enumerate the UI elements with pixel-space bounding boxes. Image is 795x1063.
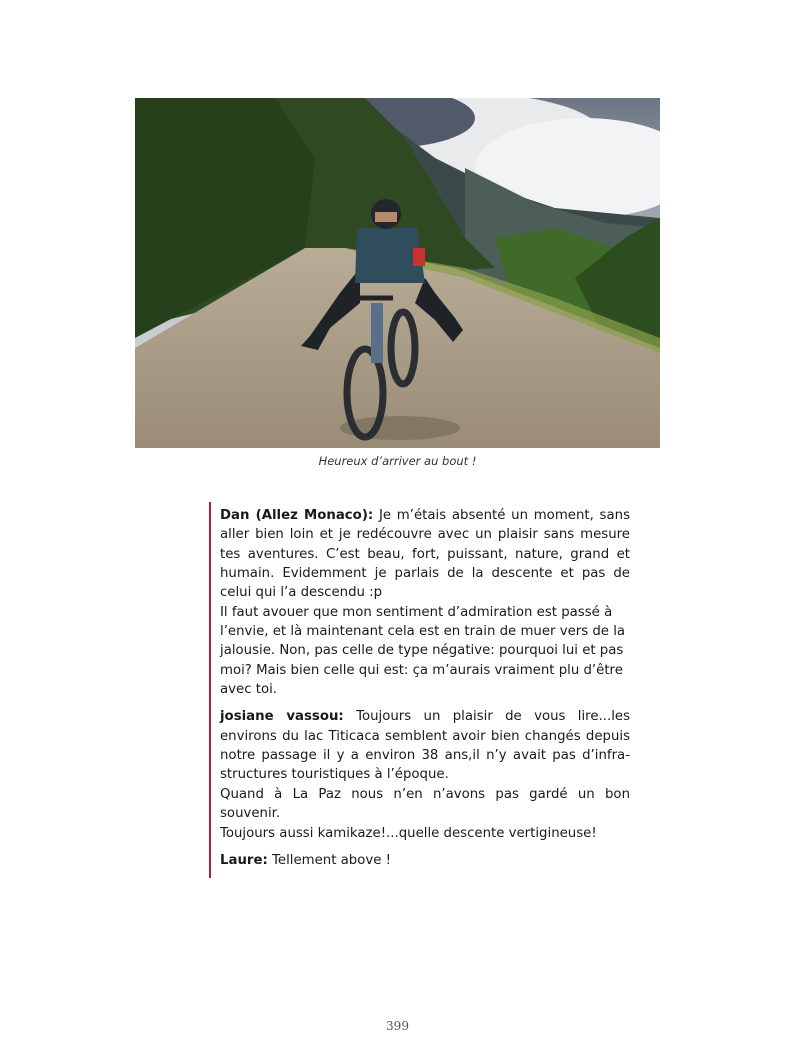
- comment-text: Je m’étais absenté un moment, sans aller bien loin et je redécouvre avec un plaisir sans mesure tes aventures. C’est beau, fort, puissant, nature, grand et humain. Evidemment je parlais de la descente et pas de celui qui l’a descendu :p: [220, 508, 630, 601]
- comments-block: [209, 502, 630, 878]
- cyclist-photo: [135, 98, 660, 448]
- comment-text: Toujours aussi kamikaze!...quelle descente vertigineuse!: [220, 825, 597, 841]
- page-number: 399: [386, 1019, 409, 1033]
- comment-author: Dan (Allez Monaco):: [220, 508, 374, 523]
- comment-author: josiane vassou:: [220, 709, 344, 725]
- comment-author: Laure:: [220, 852, 268, 868]
- comment-text: Quand à La Paz nous n’en n’avons pas gardé un bon souvenir.: [220, 786, 630, 822]
- comment-laure: [220, 851, 630, 870]
- photo-caption: Heureux d’arriver au bout !: [318, 454, 477, 468]
- comment-text: Il faut avouer que mon sentiment d’admiration est passé à l’envie, et là maintenant cela est en train de muer vers de la jalousie. Non, pas celle de type négative: pourquoi lui et pas moi? Mais bien celle qui est: ça m’aurais vraiment plu d’être avec toi.: [220, 604, 626, 698]
- comment-text: Toujours un plaisir de vous lire...les environs du lac Titicaca semblent avoir bien changés depuis notre passage il y a environ 38 ans,il n’y avait pas d’infra-structures touristiques à l’époque.: [220, 709, 631, 783]
- comment-dan: [220, 502, 630, 699]
- mountain-road-image: [135, 98, 660, 448]
- comment-text: Tellement above !: [272, 852, 391, 868]
- comment-josiane: [220, 707, 630, 842]
